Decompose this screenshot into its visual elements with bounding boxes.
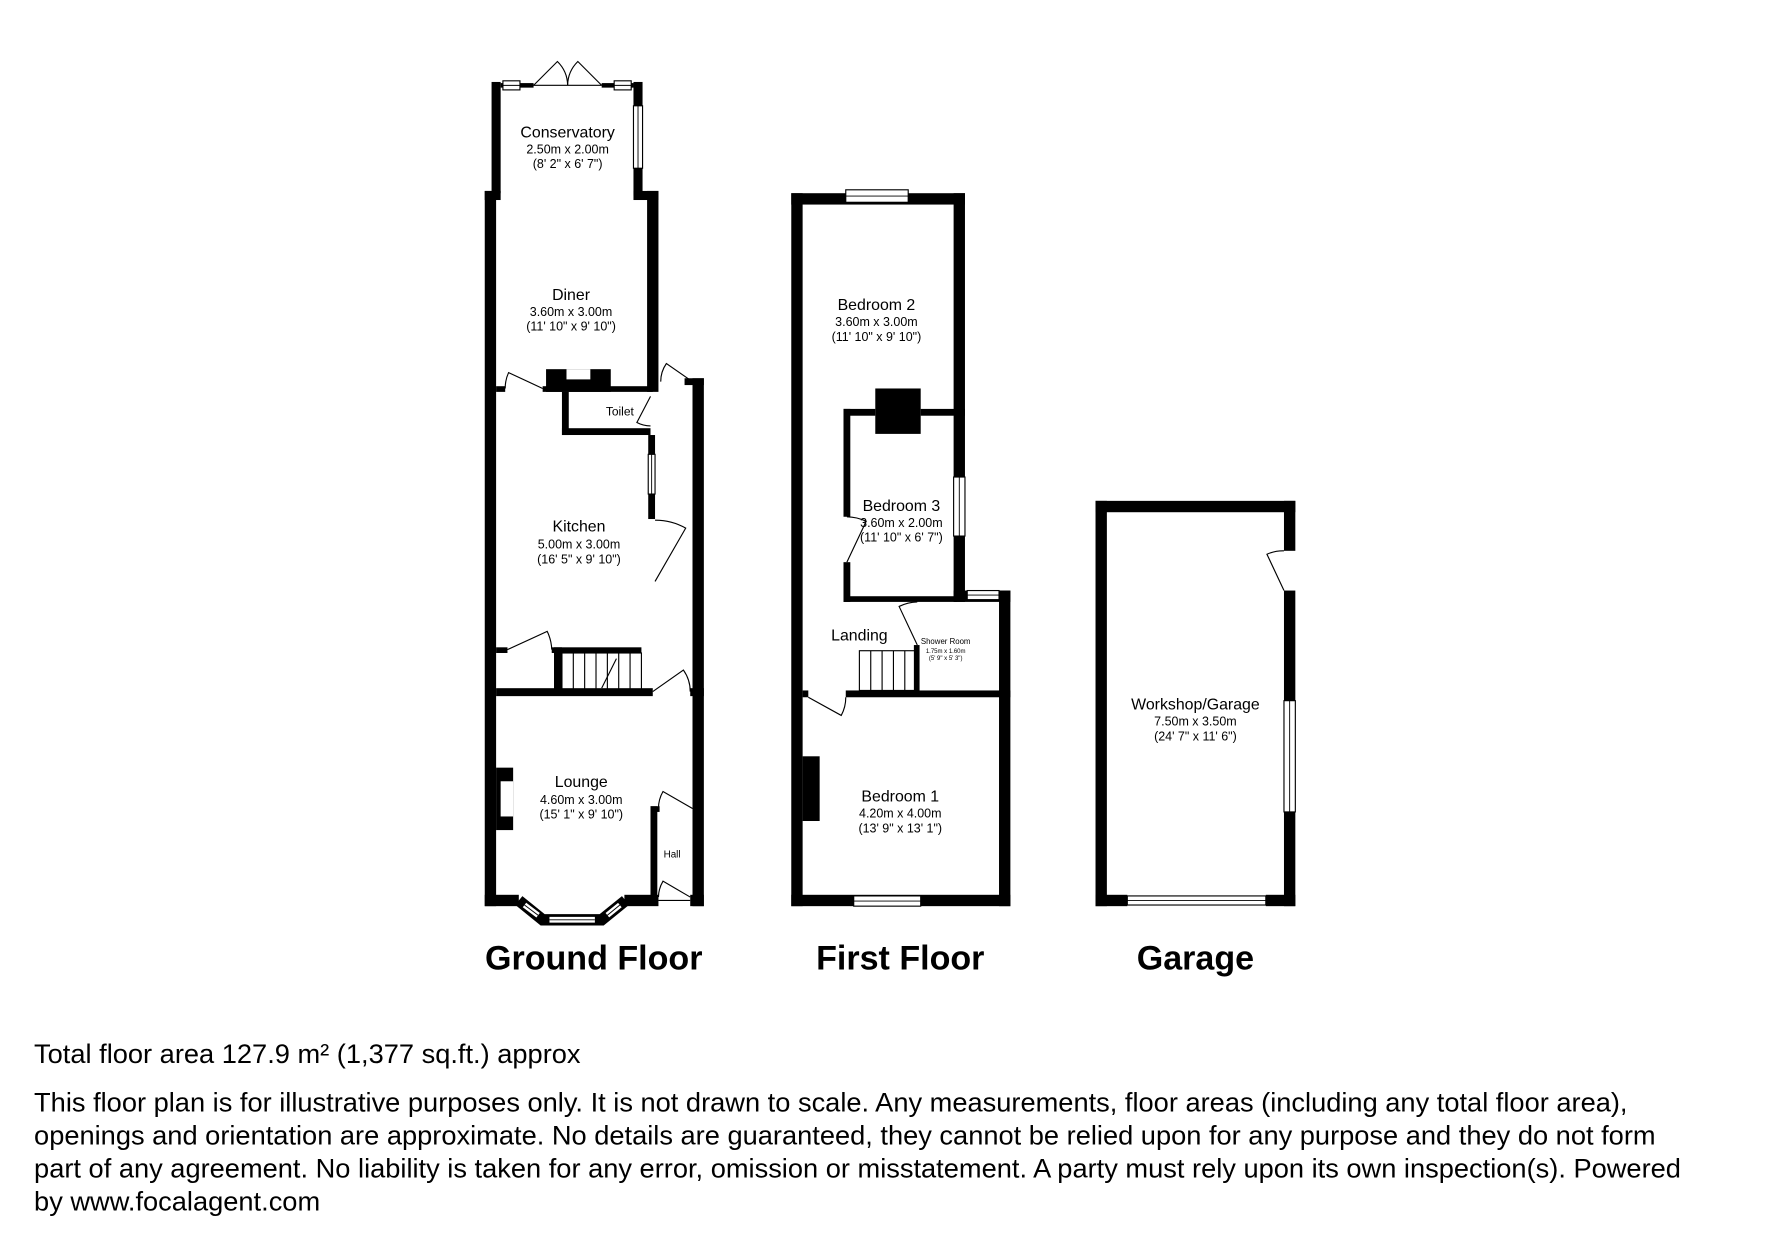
wall bbox=[791, 193, 802, 906]
wall bbox=[843, 562, 850, 602]
room-imperial-dimensions: (11' 10" x 9' 10") bbox=[526, 319, 616, 334]
wall bbox=[999, 591, 1010, 907]
wall bbox=[843, 409, 850, 517]
room-imperial-dimensions: (11' 10" x 9' 10") bbox=[831, 329, 922, 344]
room-metric-dimensions: 7.50m x 3.50m bbox=[1154, 714, 1237, 729]
wall bbox=[647, 191, 658, 392]
wall bbox=[1096, 501, 1107, 906]
disclaimer-line: part of any agreement. No liability is taken for any error, omission or misstatement. A party must rely upon its own inspection(s). Powered bbox=[34, 1152, 1681, 1184]
room-metric-dimensions: 3.60m x 2.00m bbox=[860, 515, 943, 530]
wall bbox=[1284, 591, 1295, 701]
room-metric-dimensions: 3.60m x 3.00m bbox=[835, 315, 918, 330]
room-imperial-dimensions: (15' 1" x 9' 10") bbox=[539, 807, 624, 822]
wall bbox=[485, 191, 496, 906]
floor-title: Ground Floor bbox=[484, 939, 703, 978]
room-name: Toilet bbox=[605, 404, 634, 419]
wall bbox=[492, 82, 501, 193]
disclaimer-line: by www.focalagent.com bbox=[34, 1185, 321, 1217]
wall bbox=[496, 688, 653, 696]
room-name: Shower Room bbox=[920, 636, 971, 646]
wall bbox=[690, 895, 704, 906]
wall bbox=[803, 690, 809, 697]
room-imperial-dimensions: (13' 9" x 13' 1") bbox=[858, 821, 943, 836]
fireplace-recess bbox=[566, 369, 590, 379]
room-name: Lounge bbox=[554, 773, 608, 791]
floor-title: First Floor bbox=[816, 939, 985, 978]
wall bbox=[496, 647, 507, 653]
room-imperial-dimensions: (5' 9" x 5' 3") bbox=[928, 655, 963, 662]
room-name: Landing bbox=[831, 627, 888, 645]
room-imperial-dimensions: (8' 2" x 6' 7") bbox=[532, 157, 603, 172]
room-metric-dimensions: 2.50m x 2.00m bbox=[526, 142, 609, 157]
room-name: Conservatory bbox=[520, 124, 615, 142]
room-metric-dimensions: 1.75m x 1.60m bbox=[925, 648, 966, 655]
room-name: Hall bbox=[663, 849, 681, 861]
room-imperial-dimensions: (24' 7" x 11' 6") bbox=[1154, 729, 1237, 744]
floor-title: Garage bbox=[1136, 939, 1255, 978]
wall bbox=[921, 409, 965, 416]
room-name: Bedroom 3 bbox=[862, 498, 941, 516]
room-metric-dimensions: 4.60m x 3.00m bbox=[540, 792, 623, 807]
wall bbox=[496, 386, 505, 392]
wall bbox=[954, 193, 965, 602]
wall bbox=[843, 596, 957, 602]
wall bbox=[1284, 812, 1295, 906]
wall bbox=[690, 688, 704, 696]
wall bbox=[648, 435, 655, 454]
room-name: Bedroom 1 bbox=[861, 788, 940, 806]
wall bbox=[1284, 501, 1295, 551]
room-name: Kitchen bbox=[552, 518, 606, 536]
wall bbox=[554, 647, 562, 692]
room-metric-dimensions: 4.20m x 4.00m bbox=[859, 806, 942, 821]
room-imperial-dimensions: (11' 10" x 6' 7") bbox=[860, 530, 943, 545]
room-metric-dimensions: 5.00m x 3.00m bbox=[537, 537, 621, 552]
wall bbox=[1096, 501, 1296, 512]
wall bbox=[693, 378, 704, 906]
wall bbox=[485, 895, 519, 906]
chimney-breast bbox=[875, 388, 920, 433]
chimney-breast bbox=[803, 756, 820, 821]
wall bbox=[552, 647, 642, 653]
room-metric-dimensions: 3.60m x 3.00m bbox=[529, 304, 613, 319]
disclaimer-line: openings and orientation are approximate. No details are guaranteed, they cannot be relied upon for any purpose and they do not form bbox=[34, 1119, 1656, 1151]
room-name: Bedroom 2 bbox=[837, 297, 916, 315]
room-name: Diner bbox=[552, 286, 591, 304]
total-floor-area: Total floor area 127.9 m² (1,377 sq.ft.) approx bbox=[34, 1037, 581, 1069]
wall bbox=[624, 895, 658, 906]
wall bbox=[648, 494, 655, 519]
wall bbox=[651, 806, 658, 897]
wall bbox=[562, 428, 651, 435]
disclaimer-line: This floor plan is for illustrative purposes only. It is not drawn to scale. Any measurements, floor areas (including any total floor area), bbox=[34, 1086, 1628, 1118]
room-imperial-dimensions: (16' 5" x 9' 10") bbox=[537, 552, 621, 567]
wall bbox=[1266, 895, 1296, 906]
fireplace-recess bbox=[501, 781, 513, 816]
wall bbox=[846, 690, 1011, 697]
wall bbox=[1096, 895, 1128, 906]
wall bbox=[633, 82, 642, 106]
room-name: Workshop/Garage bbox=[1131, 696, 1260, 714]
